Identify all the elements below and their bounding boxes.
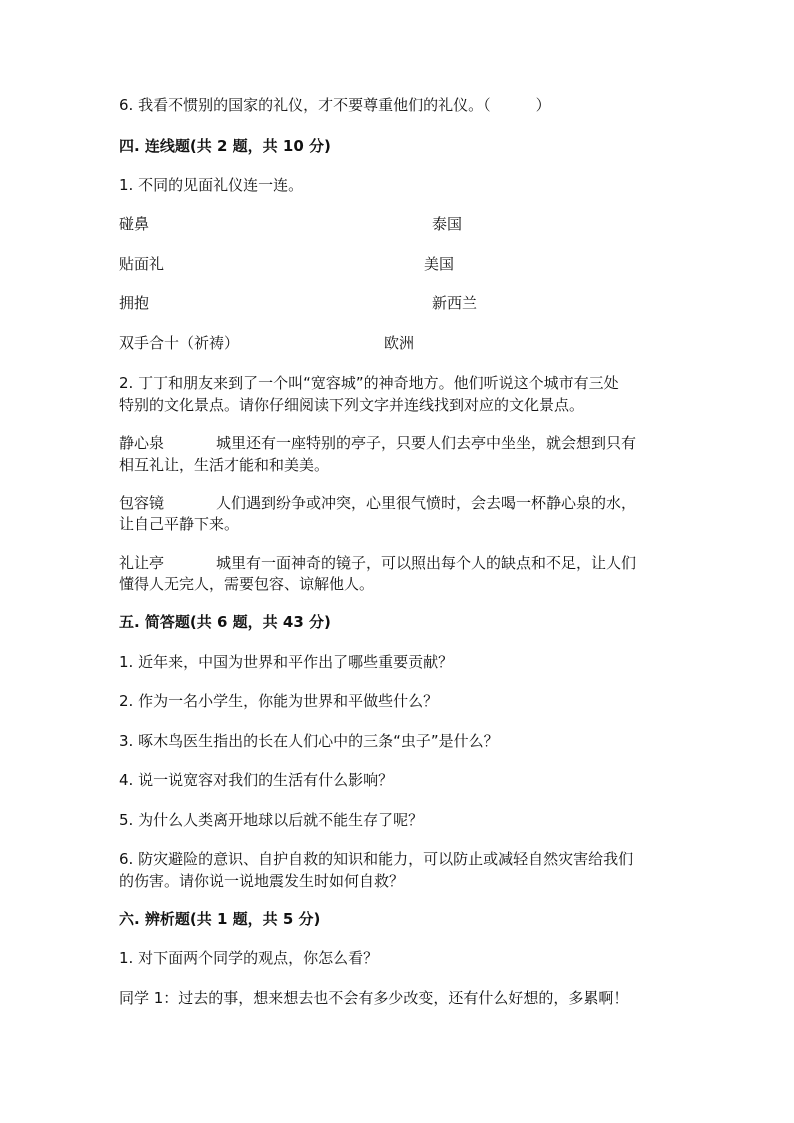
short-answer-q6-line1: 6. 防灾避险的意识、自护自救的知识和能力，可以防止或减轻自然灾害给我们 (119, 850, 634, 868)
scenic-description-line2: 让自己平静下来。 (119, 515, 240, 533)
scenic-description-line1[interactable]: 城里还有一座特别的亭子，只要人们去亭中坐坐，就会想到只有 (216, 434, 637, 452)
match-left-item[interactable]: 拥抱 (119, 294, 150, 312)
short-answer-q1: 1. 近年来，中国为世界和平作出了哪些重要贡献？ (119, 653, 454, 671)
match-right-item[interactable]: 美国 (424, 255, 455, 273)
short-answer-q3: 3. 啄木鸟医生指出的长在人们心中的三条“虫子”是什么？ (119, 732, 499, 750)
section-5-heading: 五. 简答题(共 6 题，共 43 分) (119, 613, 331, 631)
short-answer-q2: 2. 作为一名小学生，你能为世界和平做些什么？ (119, 692, 439, 710)
match-q2-stem-line1: 2. 丁丁和朋友来到了一个叫“宽容城”的神奇地方。他们听说这个城市有三处 (119, 374, 619, 392)
match-right-item[interactable]: 欧洲 (384, 334, 415, 352)
match-left-item[interactable]: 双手合十（祈祷） (119, 334, 240, 352)
match-q2-stem-line2: 特别的文化景点。请你仔细阅读下列文字并连线找到对应的文化景点。 (119, 396, 585, 414)
short-answer-q4: 4. 说一说宽容对我们的生活有什么影响？ (119, 771, 394, 789)
match-left-item[interactable]: 碰鼻 (119, 215, 150, 233)
short-answer-q5: 5. 为什么人类离开地球以后就不能生存了呢？ (119, 811, 424, 829)
short-answer-q6-line2: 的伤害。请你说一说地震发生时如何自救？ (119, 872, 405, 890)
question-6-judge: 6. 我看不惯别的国家的礼仪，才不要尊重他们的礼仪。（ ） (119, 96, 551, 114)
match-right-item[interactable]: 新西兰 (432, 294, 478, 312)
section-6-heading: 六. 辨析题(共 1 题，共 5 分) (119, 910, 321, 928)
scenic-spot-name[interactable]: 包容镜 (119, 494, 165, 512)
scenic-description-line2: 相互礼让，生活才能和和美美。 (119, 456, 330, 474)
scenic-description-line1[interactable]: 城里有一面神奇的镜子，可以照出每个人的缺点和不足，让人们 (216, 554, 637, 572)
match-right-item[interactable]: 泰国 (432, 215, 463, 233)
student-1-opinion: 同学 1：过去的事，想来想去也不会有多少改变，还有什么好想的，多累啊！ (119, 989, 629, 1007)
scenic-description-line1[interactable]: 人们遇到纷争或冲突，心里很气愤时，会去喝一杯静心泉的水， (216, 494, 637, 512)
match-left-item[interactable]: 贴面礼 (119, 255, 165, 273)
scenic-spot-name[interactable]: 礼让亭 (119, 554, 165, 572)
section-4-heading: 四. 连线题(共 2 题，共 10 分) (119, 137, 331, 155)
match-q1-stem: 1. 不同的见面礼仪连一连。 (119, 176, 304, 194)
analysis-q1: 1. 对下面两个同学的观点，你怎么看？ (119, 949, 379, 967)
scenic-spot-name[interactable]: 静心泉 (119, 434, 165, 452)
scenic-description-line2: 懂得人无完人，需要包容、谅解他人。 (119, 575, 375, 593)
